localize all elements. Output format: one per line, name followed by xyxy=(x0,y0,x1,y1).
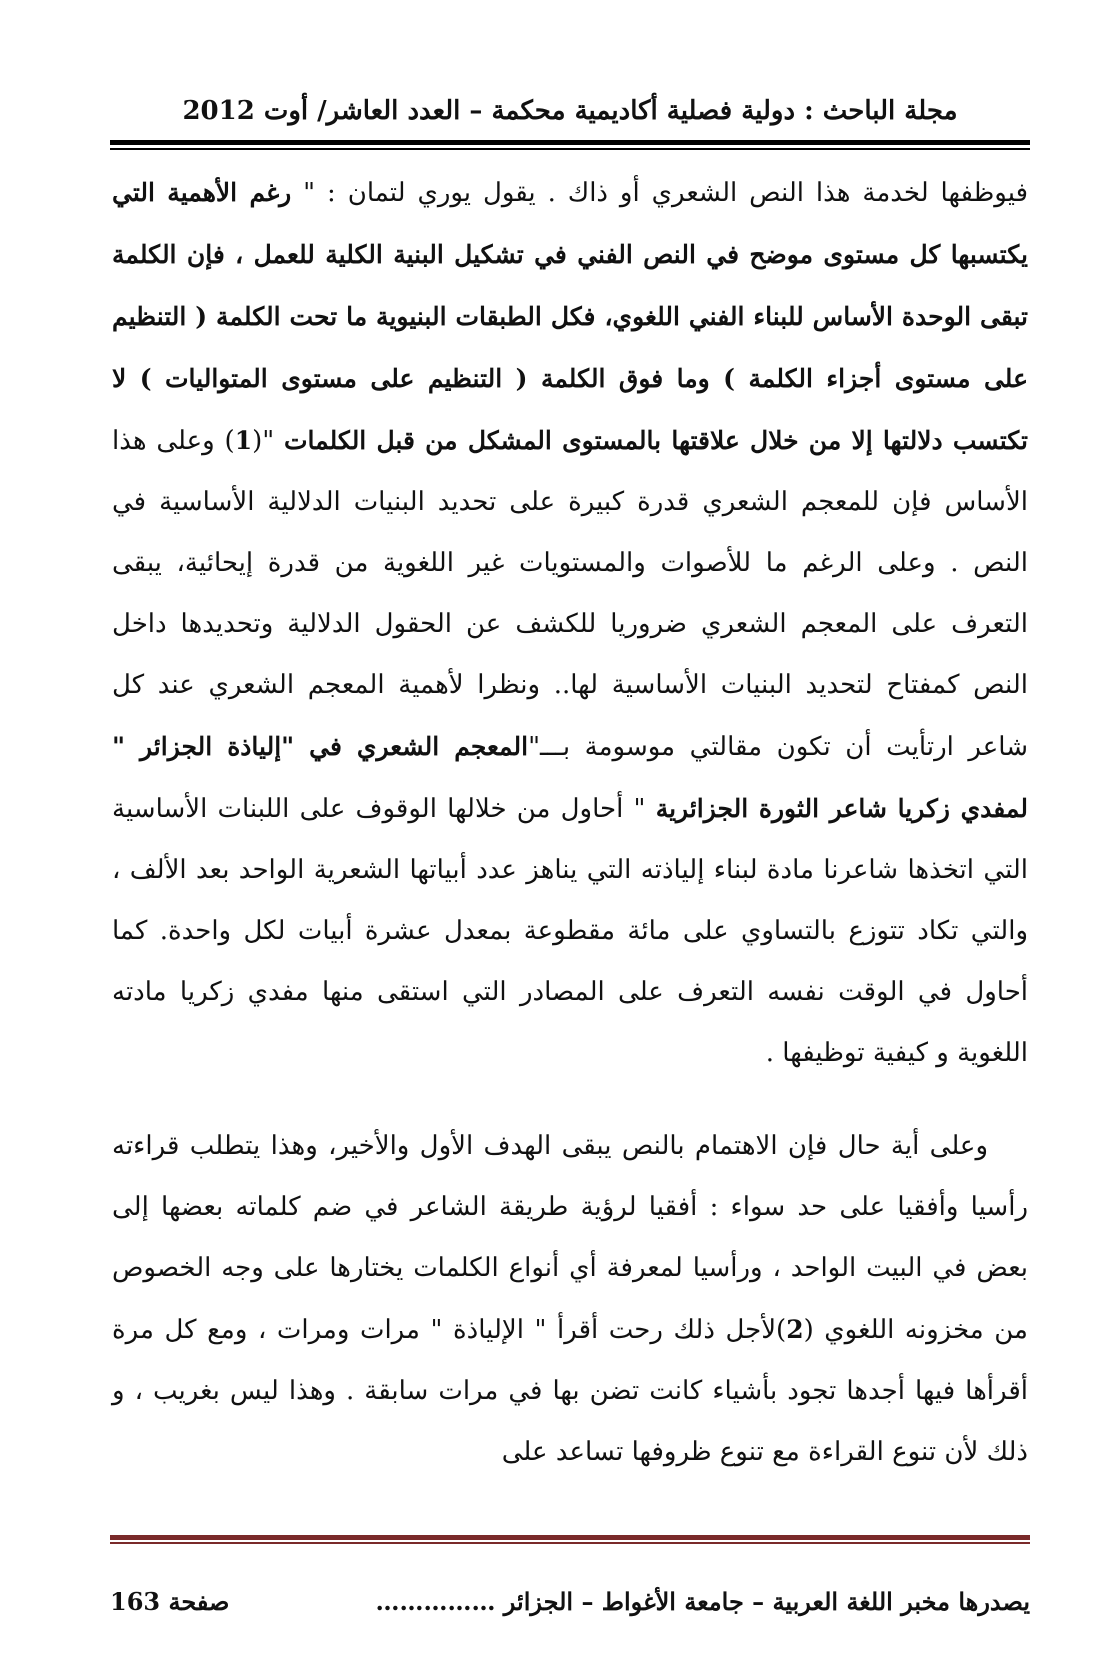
text-run-p1-2: "( xyxy=(252,426,284,456)
text-run-p1-0: فيوظفها لخدمة هذا النص الشعري أو ذاك . يقول يوري لتمان : " xyxy=(291,178,1028,208)
footer-rule-thick xyxy=(110,1535,1030,1540)
article-body xyxy=(112,162,1028,1483)
page-number: صفحة 163 xyxy=(110,1587,230,1616)
bold-run-p1-5: المعجم الشعري في "إلياذة الجزائر " لمفدي زكريا شاعر الثورة الجزائرية xyxy=(112,732,1028,823)
bold-run-p2-1: 2 xyxy=(786,1315,804,1344)
page-footer xyxy=(110,1582,1030,1622)
text-run-p2-2: )لأجل ذلك رحت أقرأ " الإلياذة " مرات ومرات ، ومع كل مرة أقرأها فيها أجدها تجود بأشياء كانت تضن بها في مرات سابقة . وهذا ليس بغريب ، و ذلك لأن تنوع القراءة مع تنوع ظروفها تساعد على xyxy=(112,1315,1028,1467)
text-run-p1-4: ) وعلى هذا الأساس فإن للمعجم الشعري قدرة كبيرة على تحديد البنيات الدلالية الأساسية في النص . وعلى الرغم ما للأصوات والمستويات غير اللغوية من قدرة إيحائية، يبقى التعرف على المعجم الشعري ضروريا للكشف عن الحقول الدلالية وتحديدها داخل النص كمفتاح لتحديد البنيات الأساسية لها.. ونظرا لأهمية المعجم الشعري عند كل شاعر ارتأيت أن تكون مقالتي موسومة بـــ" xyxy=(112,426,1028,762)
footer-rule-thin xyxy=(110,1542,1030,1544)
header-rule-thin xyxy=(110,148,1030,150)
bold-run-p1-1: رغم الأهمية التي يكتسبها كل مستوى موضح في النص الفني في تشكيل البنية الكلية للعمل ، فإن الكلمة تبقى الوحدة الأساس للبناء الفني اللغوي، فكل الطبقات البنيوية ما تحت الكلمة ( التنظيم على مستوى أجزاء الكلمة ) وما فوق الكلمة ( التنظيم على مستوى المتواليات ) لا تكتسب دلالتها إلا من خلال علاقتها بالمستوى المشكل من قبل الكلمات xyxy=(112,178,1028,455)
text-run-p1-6: " أحاول من خلالها الوقوف على اللبنات الأساسية التي اتخذها شاعرنا مادة لبناء إلياذته التي يناهز عدد أبياتها الشعرية الواحد بعد الألف ، والتي تكاد تتوزع بالتساوي على مائة مقطوعة بمعدل عشرة أبيات لكل واحدة. كما أحاول في الوقت نفسه التعرف على المصادر التي استقى منها مفدي زكريا مادته اللغوية و كيفية توظيفها . xyxy=(112,794,1028,1068)
paragraph-2 xyxy=(112,1116,1028,1483)
paragraph-1 xyxy=(112,162,1028,1084)
header-rule-thick xyxy=(110,140,1030,145)
publisher-line: يصدرها مخبر اللغة العربية – جامعة الأغواط – الجزائر …………… xyxy=(375,1587,1030,1616)
bold-run-p1-3: 1 xyxy=(234,426,253,455)
journal-header: مجلة الباحث : دولية فصلية أكاديمية محكمة – العدد العاشر/ أوت 2012 xyxy=(182,96,958,126)
text-run-p2-0: وعلى أية حال فإن الاهتمام بالنص يبقى الهدف الأول والأخير، وهذا يتطلب قراءته رأسيا وأفقيا على حد سواء : أفقيا لرؤية طريقة الشاعر في ضم كلماته بعضها إلى بعض في البيت الواحد ، ورأسيا لمعرفة أي أنواع الكلمات يختارها على وجه الخصوص من مخزونه اللغوي ( xyxy=(112,1131,1029,1345)
